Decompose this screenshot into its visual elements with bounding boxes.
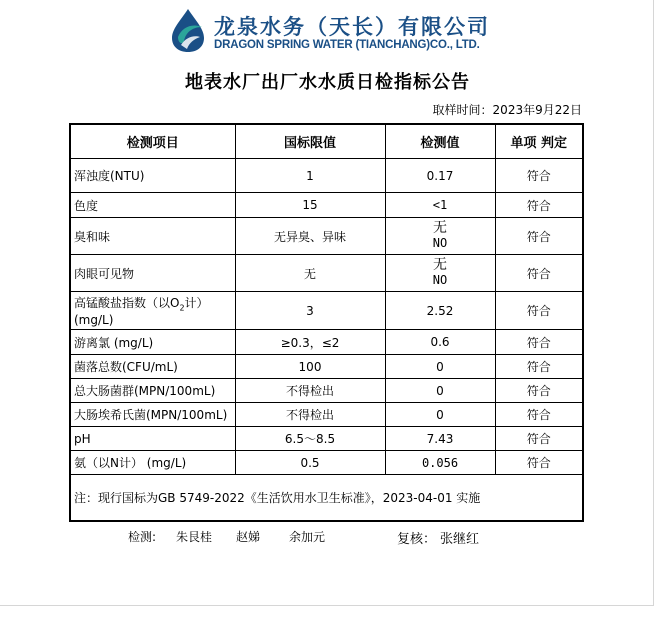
row-value: 7.43 bbox=[385, 427, 495, 451]
table-row bbox=[70, 159, 583, 193]
row-item-line1 bbox=[74, 294, 232, 312]
row-verdict: 符合 bbox=[495, 255, 583, 292]
company-name-en: DRAGON SPRING WATER (TIANCHANG)CO., LTD. bbox=[214, 39, 480, 51]
row-limit: 3 bbox=[235, 292, 385, 330]
water-drop-logo-icon bbox=[166, 7, 210, 53]
row-limit: 0.5 bbox=[235, 451, 385, 475]
row-limit: 15 bbox=[235, 193, 385, 218]
row-item: 总大肠菌群(MPN/100mL) bbox=[70, 379, 235, 403]
row-limit: 无异臭、异味 bbox=[235, 218, 385, 255]
row-limit: 不得检出 bbox=[235, 379, 385, 403]
row-item-line2: (mg/L) bbox=[74, 312, 114, 327]
row-value bbox=[385, 255, 495, 292]
water-quality-table bbox=[69, 123, 584, 522]
table-row bbox=[70, 255, 583, 292]
row-limit: 无 bbox=[235, 255, 385, 292]
table-row bbox=[70, 403, 583, 427]
table-row bbox=[70, 193, 583, 218]
row-limit: 100 bbox=[235, 355, 385, 379]
row-value: 0 bbox=[385, 403, 495, 427]
row-item-subscript: 2 bbox=[179, 303, 185, 313]
sample-date: 取样时间：2023年9月22日 bbox=[432, 103, 582, 117]
header-verdict: 单项 判定 bbox=[495, 124, 583, 159]
row-verdict: 符合 bbox=[495, 379, 583, 403]
row-value-en: NO bbox=[432, 273, 448, 287]
row-value: 0.056 bbox=[385, 451, 495, 475]
row-verdict: 符合 bbox=[495, 451, 583, 475]
row-item-suffix: 计） bbox=[184, 296, 209, 311]
row-value: 0 bbox=[385, 355, 495, 379]
inspector-name-1: 朱艮桂 bbox=[176, 530, 213, 544]
table-row bbox=[70, 451, 583, 475]
inspect-label: 检测: bbox=[128, 530, 157, 544]
header-item: 检测项目 bbox=[70, 124, 235, 159]
row-limit: 6.5～8.5 bbox=[235, 427, 385, 451]
row-verdict: 符合 bbox=[495, 292, 583, 330]
row-item: pH bbox=[70, 427, 235, 451]
row-value bbox=[385, 218, 495, 255]
document-title: 地表水厂出厂水水质日检指标公告 bbox=[185, 72, 470, 93]
table-row bbox=[70, 292, 583, 330]
row-item: 臭和味 bbox=[70, 218, 235, 255]
table-header-row bbox=[70, 124, 583, 159]
table-row bbox=[70, 379, 583, 403]
row-verdict: 符合 bbox=[495, 427, 583, 451]
review-label: 复核： bbox=[397, 532, 437, 547]
row-item: 菌落总数(CFU/mL) bbox=[70, 355, 235, 379]
row-item: 游离氯 (mg/L) bbox=[70, 330, 235, 355]
row-limit: 1 bbox=[235, 159, 385, 193]
row-verdict: 符合 bbox=[495, 330, 583, 355]
row-value: 0 bbox=[385, 379, 495, 403]
table-row bbox=[70, 330, 583, 355]
inspector-name-3: 余加元 bbox=[289, 530, 326, 544]
table-row bbox=[70, 218, 583, 255]
row-verdict: 符合 bbox=[495, 355, 583, 379]
row-item: 浑浊度(NTU) bbox=[70, 159, 235, 193]
row-value-cn: 无 bbox=[433, 257, 447, 273]
row-value: <1 bbox=[385, 193, 495, 218]
row-item: 肉眼可见物 bbox=[70, 255, 235, 292]
table-row bbox=[70, 427, 583, 451]
row-verdict: 符合 bbox=[495, 159, 583, 193]
inspector-name-2: 赵娣 bbox=[236, 530, 261, 544]
row-value-cn: 无 bbox=[433, 220, 447, 236]
row-verdict: 符合 bbox=[495, 218, 583, 255]
company-header bbox=[166, 7, 490, 57]
row-item: 色度 bbox=[70, 193, 235, 218]
reviewer-name: 张继红 bbox=[440, 532, 480, 547]
table-row bbox=[70, 355, 583, 379]
row-item-prefix: 高锰酸盐指数（以O bbox=[74, 296, 180, 311]
row-item: 氨（以N计） (mg/L) bbox=[70, 451, 235, 475]
row-value: 2.52 bbox=[385, 292, 495, 330]
table-note-row bbox=[70, 475, 583, 522]
header-limit: 国标限值 bbox=[235, 124, 385, 159]
row-value: 0.17 bbox=[385, 159, 495, 193]
row-limit: ≥0.3，≤2 bbox=[235, 330, 385, 355]
row-item bbox=[70, 292, 235, 330]
row-verdict: 符合 bbox=[495, 193, 583, 218]
row-item: 大肠埃希氏菌(MPN/100mL) bbox=[70, 403, 235, 427]
row-value: 0.6 bbox=[385, 330, 495, 355]
header-value: 检测值 bbox=[385, 124, 495, 159]
table-note: 注：现行国标为GB 5749-2022《生活饮用水卫生标准》，2023-04-01 实施 bbox=[70, 475, 583, 522]
row-value-en: NO bbox=[432, 236, 448, 250]
company-name-cn: 龙泉水务（天长）有限公司 bbox=[214, 14, 490, 39]
row-verdict: 符合 bbox=[495, 403, 583, 427]
row-limit: 不得检出 bbox=[235, 403, 385, 427]
